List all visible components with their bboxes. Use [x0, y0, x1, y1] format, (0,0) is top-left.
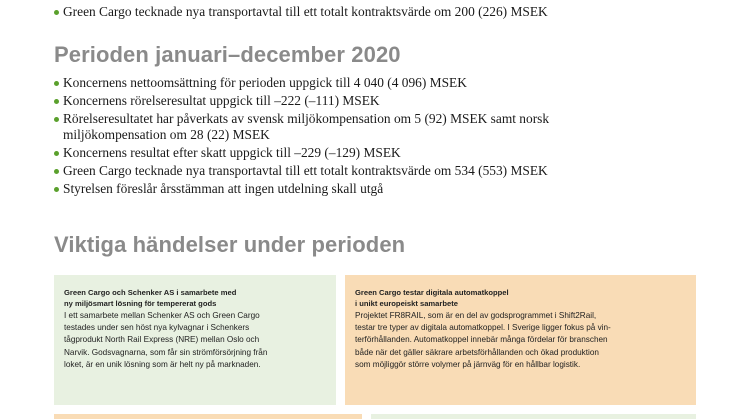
- list-item: [54, 145, 654, 161]
- body-line: loket, är en unik lösning som är helt ny på marknaden.: [64, 359, 261, 369]
- title-line: Green Cargo testar digitala automatkoppel: [355, 288, 509, 297]
- bullet-text: Styrelsen föreslår årsstämman att ingen utdelning skall utgå: [63, 181, 384, 196]
- body-line: testar tre typer av digitala automatkoppel. I Sverige ligger fokus på vin-: [355, 323, 611, 333]
- news-box-body: [355, 310, 688, 371]
- body-line: I ett samarbete mellan Schenker AS och Green Cargo: [64, 311, 260, 320]
- list-item: [54, 181, 654, 197]
- body-line: tågprodukt North Rail Express (NRE) mellan Oslo och: [64, 335, 260, 345]
- bullet-text: Green Cargo tecknade nya transportavtal till ett totalt kontraktsvärde om 200 (226) MSEK: [63, 4, 548, 19]
- bullet-text: Koncernens rörelseresultat uppgick till –222 (–111) MSEK: [63, 93, 380, 108]
- bullet-text: Rörelseresultatet har påverkats av svensk miljökompensation om 5 (92) MSEK samt norsk miljökompensation om 28 (22) MSEK: [63, 111, 550, 142]
- news-box-title: [355, 288, 688, 309]
- bullet-dot-icon: [54, 169, 59, 174]
- events-heading: Viktiga händelser under perioden: [54, 232, 406, 257]
- next-box-orange-edge: [54, 414, 362, 419]
- news-box-schenker: [54, 275, 336, 405]
- bullet-dot-icon: [54, 187, 59, 192]
- list-item: [54, 163, 654, 179]
- period-bullet-list: [54, 75, 654, 199]
- bullet-dot-icon: [54, 151, 59, 156]
- news-box-title: [64, 288, 328, 309]
- bullet-text: Koncernens nettoomsättning för perioden uppgick till 4 040 (4 096) MSEK: [63, 75, 467, 90]
- bullet-dot-icon: [54, 99, 59, 104]
- bullet-dot-icon: [54, 117, 59, 122]
- body-line: Narvik. Godsvagnarna, som får sin strömförsörjning från: [64, 347, 268, 357]
- news-box-fr8rail: [345, 275, 696, 405]
- title-line: i unikt europeiskt samarbete: [355, 298, 458, 308]
- top-bullet: [54, 4, 548, 20]
- title-line: Green Cargo och Schenker AS i samarbete med: [64, 288, 237, 297]
- list-item: [54, 75, 654, 91]
- list-item: [54, 111, 654, 143]
- body-line: terförhållanden. Automatkoppel innebär många fördelar för branschen: [355, 335, 608, 345]
- body-line: som möjliggör större volymer på järnväg för en hållbar logistik.: [355, 359, 581, 369]
- body-line: testades under sen höst nya kylvagnar i Schenkers: [64, 323, 250, 333]
- title-line: ny miljösmart lösning för tempererat gods: [64, 298, 217, 308]
- bullet-text: Koncernens resultat efter skatt uppgick till –229 (–129) MSEK: [63, 145, 401, 160]
- body-line: Projektet FR8RAIL, som är en del av godsprogrammet i Shift2Rail,: [355, 311, 597, 320]
- bullet-dot-icon: [54, 81, 59, 86]
- list-item: [54, 93, 654, 109]
- bullet-text: Green Cargo tecknade nya transportavtal till ett totalt kontraktsvärde om 534 (553) MSEK: [63, 163, 548, 178]
- bullet-dot-icon: [54, 10, 59, 15]
- period-heading: Perioden januari–december 2020: [54, 42, 401, 67]
- body-line: både när det gäller säkrare arbetsförhållanden och ökad produktion: [355, 347, 599, 357]
- next-box-green-edge: [371, 414, 696, 419]
- news-box-body: [64, 310, 328, 371]
